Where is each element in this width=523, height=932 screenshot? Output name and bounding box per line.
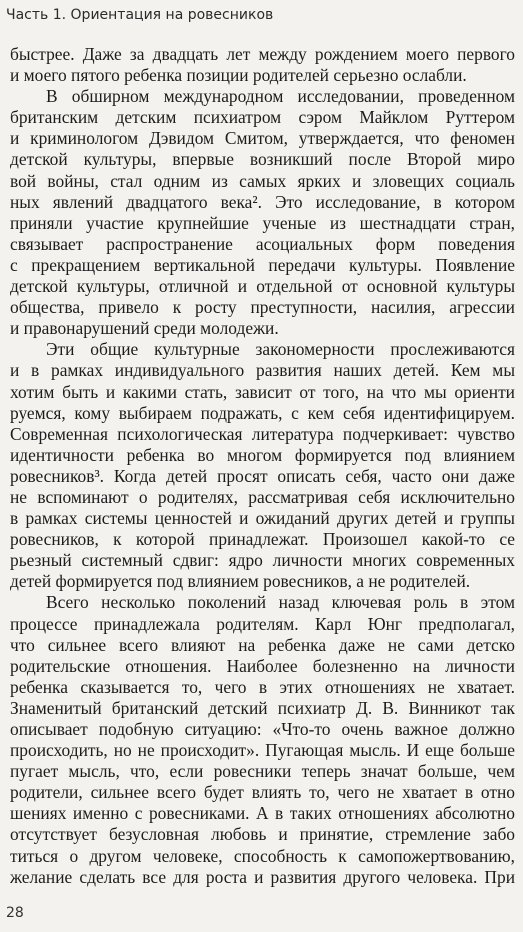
text-line: родители, сильнее всего будет влиять то, чего не хватает в отно (10, 782, 515, 803)
text-line: руемся, кому выбираем подражать, с кем себя идентифицируем. (10, 402, 515, 423)
text-line: Эти общие культурные закономерности прослеживаются (46, 339, 515, 360)
text-line: ровесников³. Когда детей просят описать себя, часто они даже (10, 465, 515, 486)
text-line: и криминологом Дэвидом Смитом, утверждается, что феномен (10, 128, 515, 149)
text-line: шениях именно с ровесниками. А в таких отношениях абсолютно (10, 803, 515, 824)
text-line: не вспоминают о родителях, рассматривая себя исключительно (10, 486, 515, 507)
text-line: хотим быть и какими стать, зависит от того, на что мы ориенти (10, 381, 515, 402)
text-line: приняли участие крупнейшие ученые из шестнадцати стран, (10, 212, 515, 233)
text-line: в рамках системы ценностей и ожиданий других детей и группы (10, 508, 515, 529)
body-text (10, 44, 515, 888)
text-line: связывает распространение асоциальных форм поведения (10, 233, 515, 254)
text-line: детской культуры, впервые возникший после Второй миро (10, 149, 515, 170)
text-line: рьезный системный сдвиг: ядро личности многих современных (10, 550, 515, 571)
page-number: 28 (6, 905, 24, 921)
text-line: желание сделать все для роста и развития другого человека. При (10, 866, 515, 887)
running-head: Часть 1. Ориентация на ровесников (6, 7, 274, 23)
text-line: происходить, но не происходит». Пугающая мысль. И еще больше (10, 740, 515, 761)
text-line: ных явлений двадцатого века². Это исследование, в котором (10, 191, 515, 212)
text-line: ребенка сказывается то, чего в этих отношениях не хватает. (10, 676, 515, 697)
text-line: описывает подобную ситуацию: «Что-то очень важное должно (10, 719, 515, 739)
text-line: пугает мысль, что, если ровесники теперь значат больше, чем (10, 761, 515, 782)
text-line: быстрее. Даже за двадцать лет между рождением моего первого (10, 44, 515, 64)
text-line: и в рамках индивидуального развития наших детей. Кем мы (10, 360, 515, 381)
text-line: и моего пятого ребенка позиции родителей серьезно ослабли. (10, 65, 467, 86)
text-line: отсутствует безусловная любовь и принятие, стремление забо (10, 824, 515, 845)
text-line: В обширном международном исследовании, проведенном (46, 86, 515, 107)
text-line: с прекращением вертикальной передачи культуры. Появление (10, 254, 515, 275)
text-line: родительские отношения. Наиболее болезненно на личности (10, 655, 515, 676)
text-line: Всего несколько поколений назад ключевая роль в этом (46, 592, 515, 613)
text-line: идентичности ребенка во многом формируется под влиянием (10, 444, 515, 465)
text-line: ровесников, к которой принадлежат. Произошел какой-то се (10, 529, 515, 550)
text-line: что сильнее всего влияют на ребенка даже не сами детско (10, 634, 515, 655)
text-line: титься о другом человеке, способность к самопожертвованию, (10, 845, 515, 866)
text-line: процессе принадлежала родителям. Карл Юнг предполагал, (10, 613, 515, 634)
text-line: вой войны, стал одним из самых ярких и зловещих социаль (10, 170, 515, 191)
text-line: детей формируется под влиянием ровесников, а не родителей. (10, 571, 471, 592)
text-line: детской культуры, отличной и отдельной от основной культуры (10, 276, 515, 297)
text-line: Современная психологическая литература подчеркивает: чувство (10, 423, 515, 444)
text-line: Знаменитый британский детский психиатр Д. В. Винникот так (10, 697, 515, 718)
text-line: британским детским психиатром сэром Майклом Руттером (10, 107, 515, 128)
text-line: общества, привело к росту преступности, насилия, агрессии (10, 297, 515, 318)
text-line: и правонарушений среди молодежи. (10, 318, 279, 339)
